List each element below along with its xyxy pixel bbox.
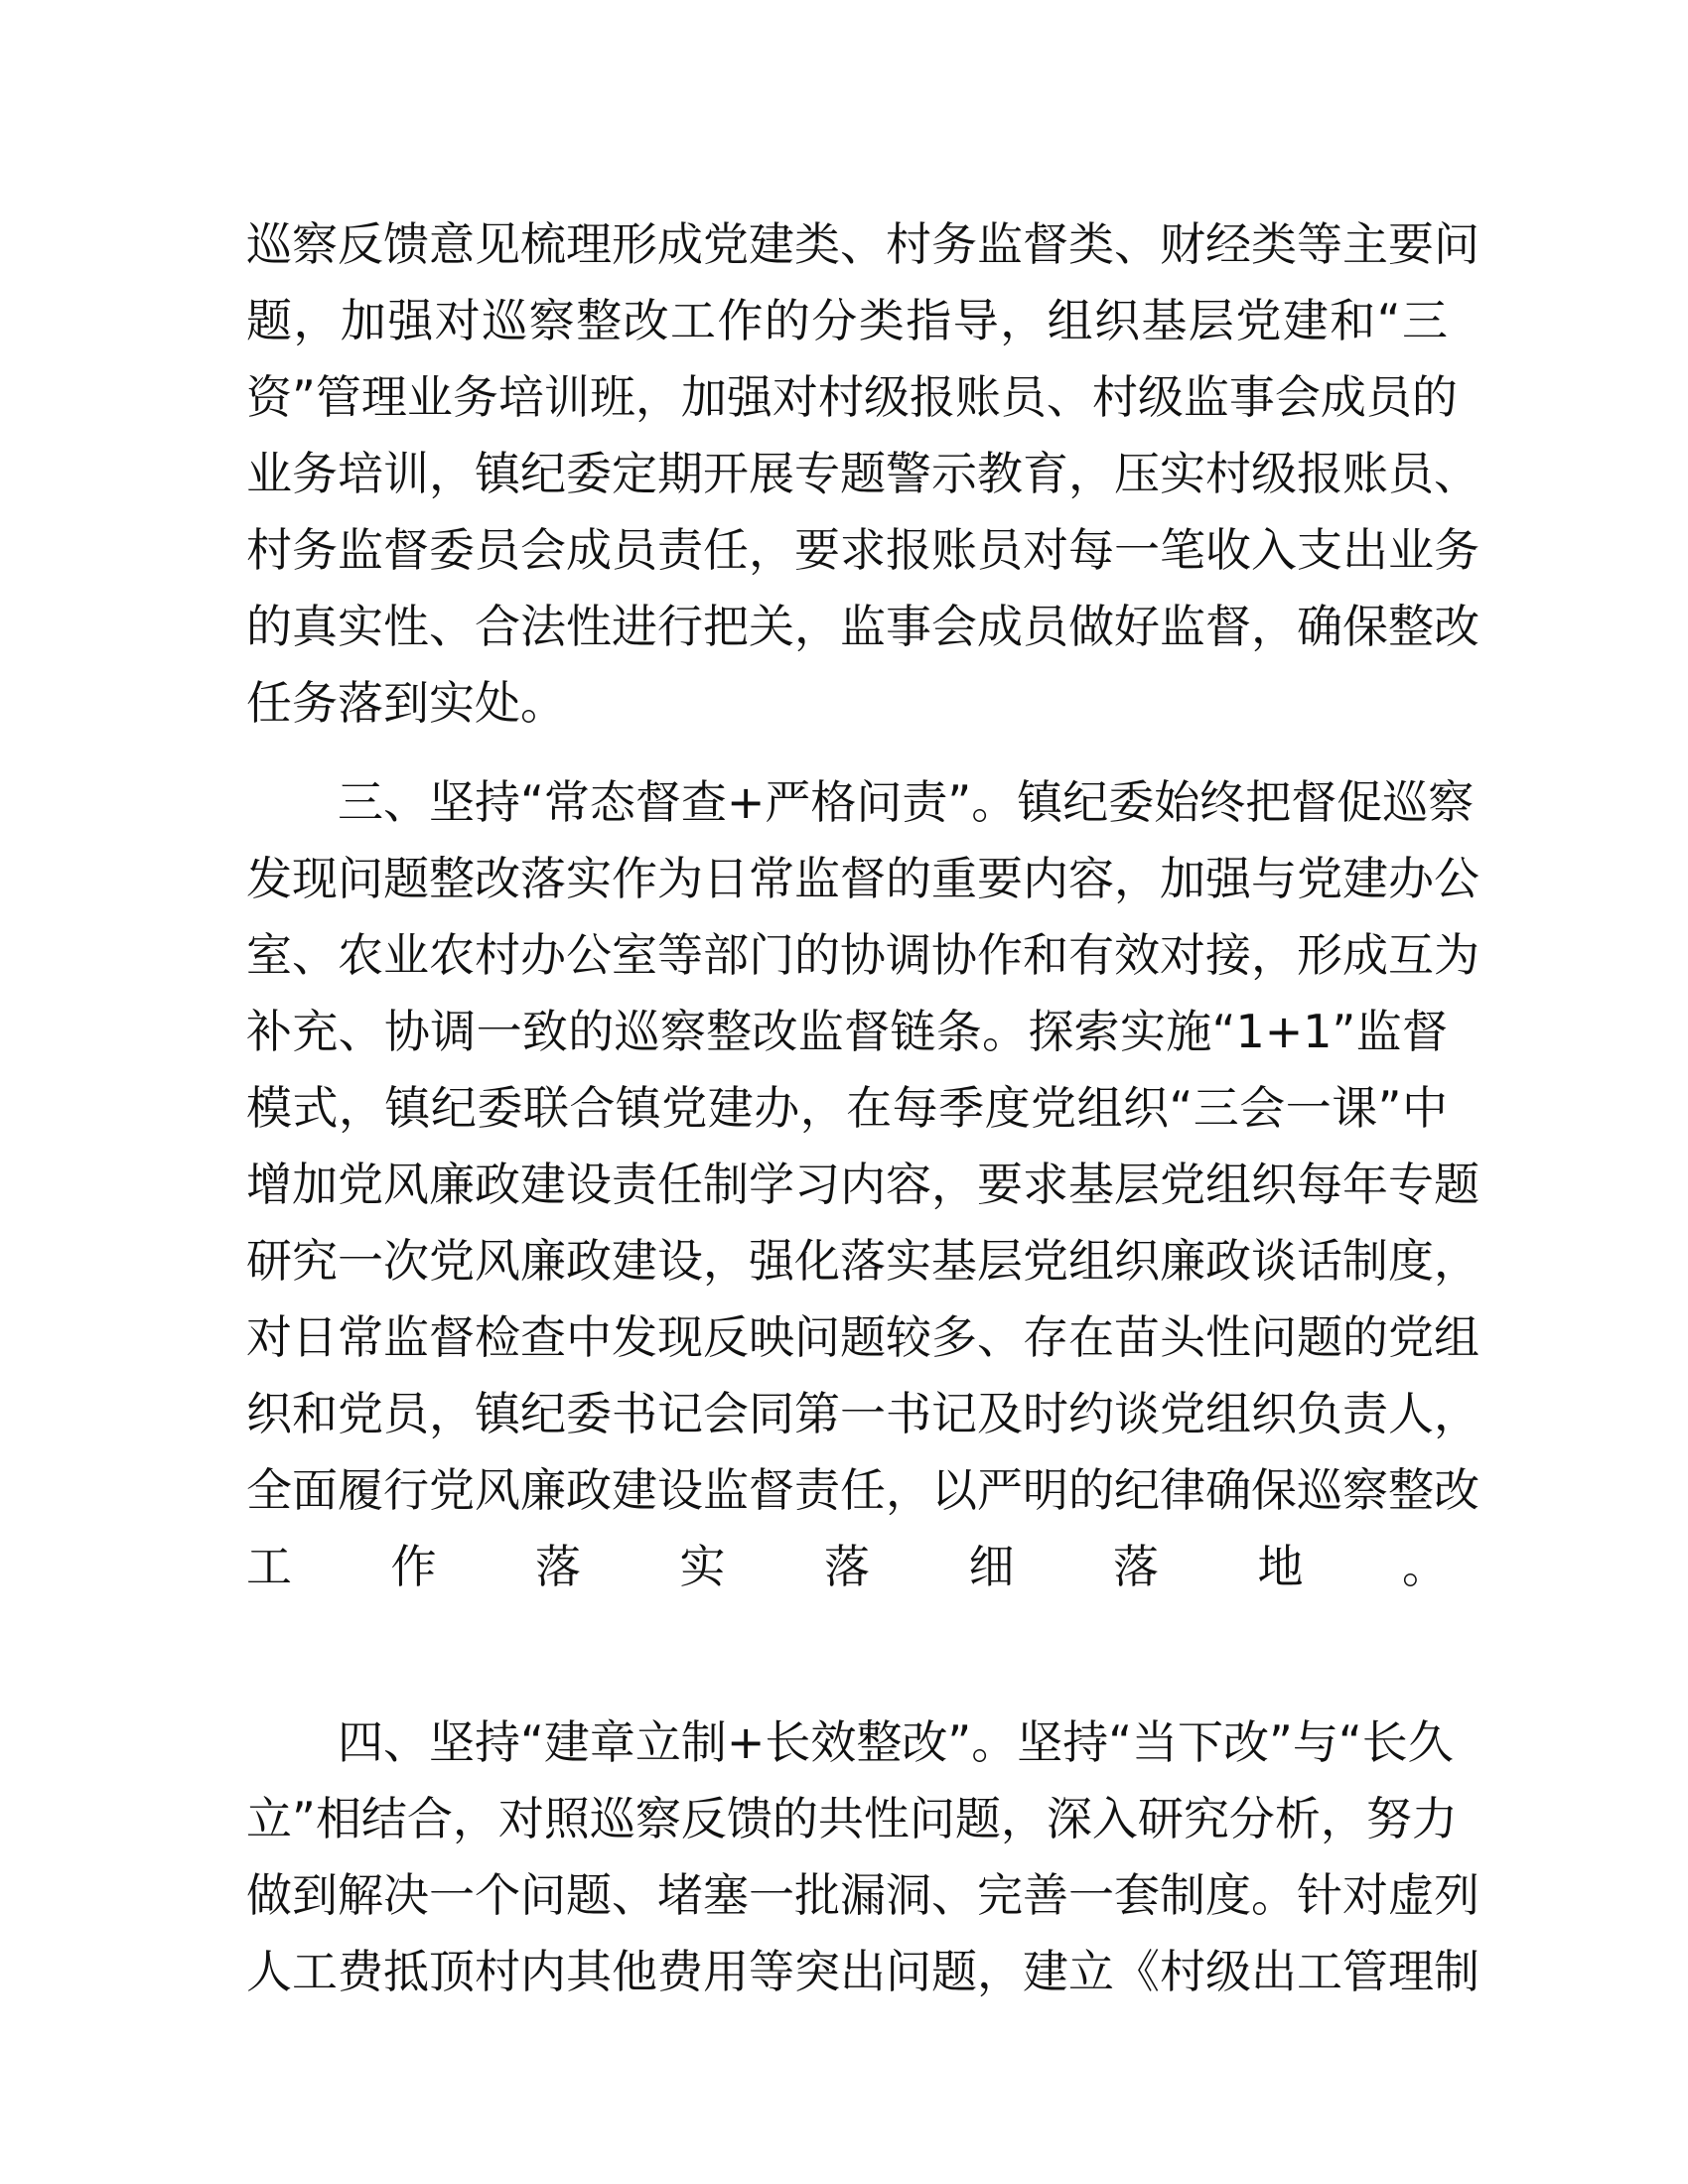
text-line: 研究一次党风廉政建设，强化落实基层党组织廉政谈话制度， (246, 1234, 1479, 1288)
text-line: 做到解决一个问题、堵塞一批漏洞、完善一套制度。针对虚列 (246, 1868, 1479, 1922)
text-line (246, 1605, 1448, 1682)
text-line: 巡察反馈意见梳理形成党建类、村务监督类、财经类等主要问 (246, 217, 1479, 271)
text-line: 全面履行党风廉政建设监督责任，以严明的纪律确保巡察整改 (246, 1463, 1479, 1517)
text-line: 村务监督委员会成员责任，要求报账员对每一笔收入支出业务 (246, 523, 1479, 577)
section-heading-line: 三、坚持“常态督查+严格问责”。镇纪委始终把督促巡察 (338, 775, 1475, 829)
text-line: 工作落实落细落地。 (246, 1540, 1448, 1593)
text-line: 资”管理业务培训班，加强对村级报账员、村级监事会成员的 (246, 370, 1458, 424)
text-line: 织和党员，镇纪委书记会同第一书记及时约谈党组织负责人， (246, 1387, 1479, 1440)
text-line: 室、农业农村办公室等部门的协调协作和有效对接，形成互为 (246, 928, 1479, 982)
section-heading-line: 四、坚持“建章立制+长效整改”。坚持“当下改”与“长久 (338, 1715, 1454, 1769)
text-line: 立”相结合，对照巡察反馈的共性问题，深入研究分析，努力 (246, 1792, 1458, 1845)
text-line: 增加党风廉政建设责任制学习内容，要求基层党组织每年专题 (246, 1158, 1479, 1211)
paragraph-inspection-feedback (246, 206, 1479, 742)
text-line: 模式，镇纪委联合镇党建办，在每季度党组织“三会一课”中 (246, 1081, 1448, 1135)
text-line: 人工费抵顶村内其他费用等突出问题，建立《村级出工管理制 (246, 1945, 1479, 1998)
text-line: 补充、协调一致的巡察整改监督链条。探索实施“1+1”监督 (246, 1005, 1448, 1058)
document-body (246, 206, 1479, 2010)
text-line: 的真实性、合法性进行把关，监事会成员做好监督，确保整改 (246, 600, 1479, 653)
text-line: 任务落到实处。 (246, 676, 566, 730)
paragraph-section-four (246, 1705, 1479, 2010)
text-line: 题，加强对巡察整改工作的分类指导，组织基层党建和“三 (246, 294, 1448, 347)
text-line: 业务培训，镇纪委定期开展专题警示教育，压实村级报账员、 (246, 447, 1479, 500)
text-line: 发现问题整改落实作为日常监督的重要内容，加强与党建办公 (246, 852, 1479, 905)
text-line: 对日常监督检查中发现反映问题较多、存在苗头性问题的党组 (246, 1310, 1479, 1364)
paragraph-section-three (246, 764, 1479, 1682)
